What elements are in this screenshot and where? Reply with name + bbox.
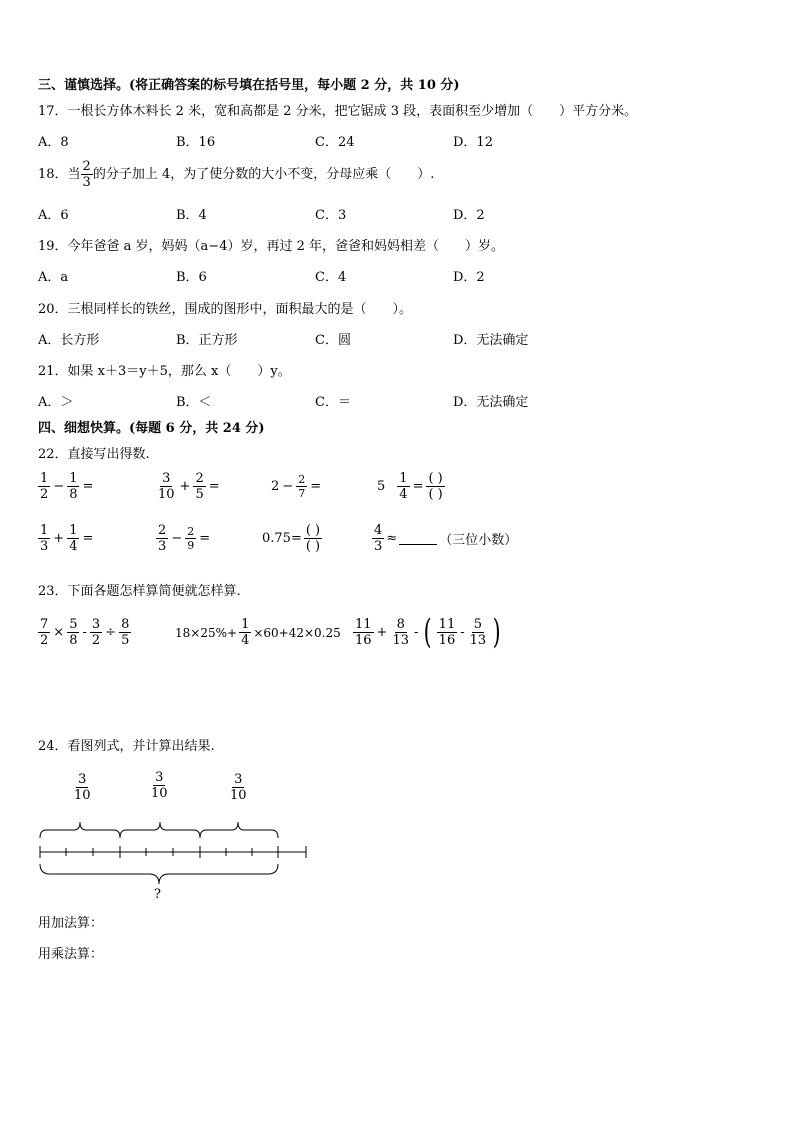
- brace-label-3: $\frac{3}{10}$: [230, 772, 247, 803]
- number-line-diagram: [36, 814, 316, 894]
- q18-option-c: C．3: [315, 208, 347, 223]
- question-22: 22．直接写出得数.: [38, 447, 150, 462]
- answer-blank: [399, 532, 437, 545]
- q19-option-d: D．2: [453, 270, 485, 285]
- q22-item-7: 0.75= $\frac{( )}{( )}$: [262, 523, 321, 554]
- q20-option-c: C．圆: [315, 333, 351, 348]
- question-mark: ?: [154, 887, 161, 902]
- q21-option-d: D．无法确定: [453, 395, 529, 410]
- q18-fraction: $\frac{2}{3}$: [82, 159, 91, 190]
- q18-option-d: D．2: [453, 208, 485, 223]
- q20-option-a: A．长方形: [38, 333, 100, 348]
- q22-item-6: $\frac{2}{3}$ − $\frac{2}{9}$ =: [158, 523, 211, 554]
- q22-item-1: $\frac{1}{2}$ − $\frac{1}{8}$ =: [40, 471, 94, 502]
- question-21: 21．如果 x＋3＝y＋5，那么 x（ ）y。: [38, 364, 291, 379]
- top-brace-3: [200, 822, 278, 838]
- q23-expr-1: $\frac{7}{2}$ × $\frac{5}{8}$ - $\frac{3}{2}$ ÷ $\frac{8}{5}$: [40, 617, 130, 648]
- q17-option-d: D．12: [453, 135, 493, 150]
- q23-expr-2: 18×25%+ $\frac{1}{4}$ ×60+42×0.25: [175, 617, 341, 648]
- q17-option-c: C．24: [315, 135, 355, 150]
- question-18: [38, 160, 434, 189]
- q18-suffix: 的分子加上 4，为了使分数的大小不变，分母应乘（ ）.: [92, 166, 435, 182]
- q21-option-a: A．＞: [38, 395, 74, 410]
- brace-label-1: $\frac{3}{10}$: [74, 772, 91, 803]
- q19-option-a: A．a: [38, 270, 69, 285]
- top-brace-1: [40, 822, 120, 838]
- question-23: 23．下面各题怎样算简便就怎样算.: [38, 584, 241, 599]
- left-paren: (: [424, 612, 433, 652]
- q22-item-4: 5 $\frac{1}{4}$ = $\frac{( )}{( )}$: [377, 471, 443, 502]
- question-20: 20．三根同样长的铁丝，围成的图形中，面积最大的是（ ）。: [38, 302, 413, 317]
- question-24: 24．看图列式，并计算出结果.: [38, 739, 215, 754]
- q18-option-a: A．6: [38, 208, 69, 223]
- q22-item-2: $\frac{3}{10}$ + $\frac{2}{5}$ =: [158, 471, 220, 502]
- q23-expr-3: $\frac{11}{16}$ + $\frac{8}{13}$ - ( $\frac{11}{16}$ - $\frac{5}{13}$ ): [355, 612, 501, 652]
- right-paren: ): [492, 612, 501, 652]
- q20-option-d: D．无法确定: [453, 333, 529, 348]
- question-19: 19．今年爸爸 a 岁，妈妈（a−4）岁，再过 2 年，爸爸和妈妈相差（ ）岁。: [38, 239, 505, 254]
- top-brace-2: [120, 822, 200, 838]
- q18-prefix: 18．当: [38, 166, 81, 182]
- multiply-method-label: 用乘法算：: [38, 947, 104, 962]
- section-3-title: 三、谨慎选择。(将正确答案的标号填在括号里，每小题 2 分，共 10 分): [38, 78, 460, 93]
- q18-option-b: B．4: [176, 208, 207, 223]
- q19-option-b: B．6: [176, 270, 207, 285]
- section-4-title: 四、细想快算。(每题 6 分，共 24 分): [38, 421, 265, 436]
- q22-item-5: $\frac{1}{3}$ + $\frac{1}{4}$ =: [40, 523, 94, 554]
- bottom-brace: [40, 864, 278, 884]
- q22-item-8: $\frac{4}{3}$ ≈ （三位小数）: [374, 523, 518, 554]
- q17-option-a: A．8: [38, 135, 69, 150]
- q20-option-b: B．正方形: [176, 333, 238, 348]
- brace-label-2: $\frac{3}{10}$: [151, 770, 168, 801]
- add-method-label: 用加法算：: [38, 916, 104, 931]
- q21-option-c: C．＝: [315, 395, 351, 410]
- q21-option-b: B．＜: [176, 395, 212, 410]
- q22-item-3: 2 − $\frac{2}{7}$ =: [271, 473, 322, 500]
- question-17: 17．一根长方体木料长 2 米，宽和高都是 2 分米，把它锯成 3 段，表面积至少增加（ ）平方分米。: [38, 104, 638, 119]
- q17-option-b: B．16: [176, 135, 216, 150]
- q19-option-c: C．4: [315, 270, 347, 285]
